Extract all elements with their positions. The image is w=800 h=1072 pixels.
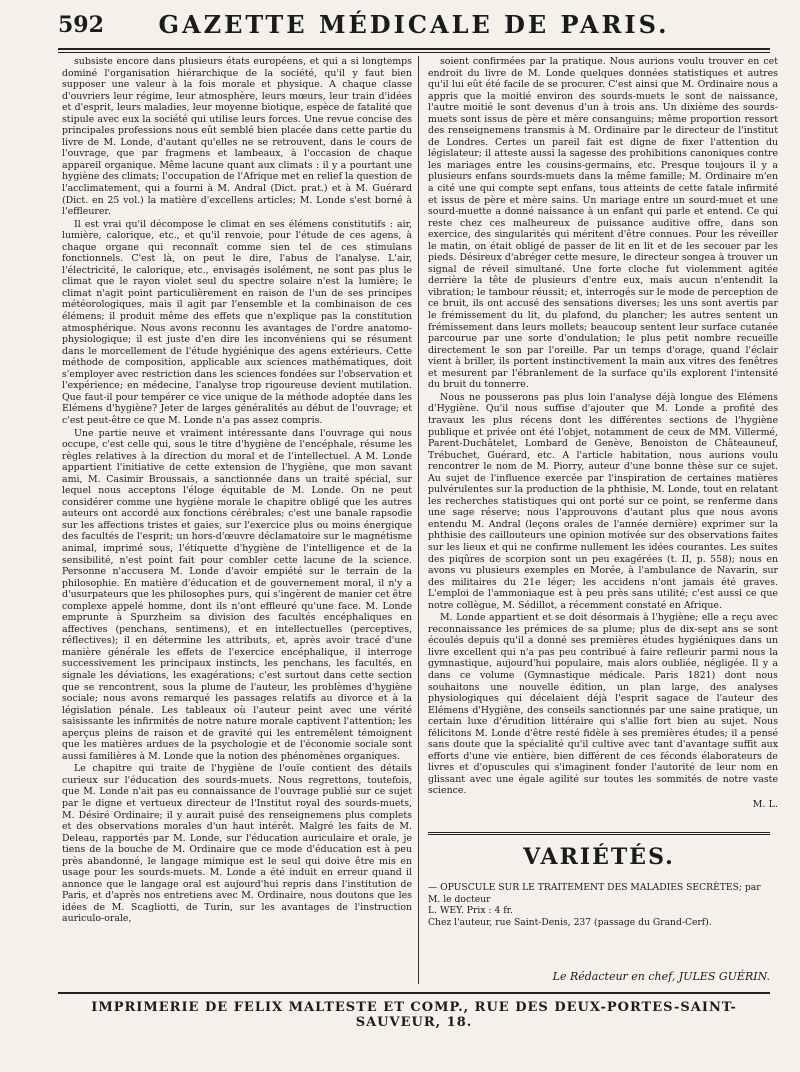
left-paragraph: Il est vrai qu'il décompose le climat en ses élémens constitutifs : air, lumière, calorique, etc., et qu'il renvoie, pour l'étude de ces agens, à chaque organe qui reconnaît comme sien tel de ces stimulans fonctionnels. C'est là, on peut le dire, l'abus de l'analyse. L'air, l'électricité, le calorique, etc., envisagés isolément, ne sont pas plus le climat que le rayon violet seul du spectre solaire n'est la lumière; le climat n'agit point particulièrement en raison de l'un de ses principes météorologiques, mais il agit par l'ensemble et la combinaison de ces élémens; il produit même des effets que n'explique pas la constitution atmosphérique. Nous avons reconnu les avantages de l'ordre anatomo-physiologique; il est juste d'en dire les inconvéniens qui se résument dans le morcellement de l'étude hygiénique des agens extérieurs. Cette méthode de composition, applicable aux sciences mathématiques, doit s'employer avec restriction dans les sciences fondées sur l'observation et l'expérience; en médecine, l'analyse trop rigoureuse devient mutilation. Que faut-il pour tempérer ce vice unique de la méthode adoptée dans les Elémens d'hygiène? Jeter de larges généralités au début de l'ouvrage; et c'est peut-être ce que M. Londe n'a pas assez compris. <box>62 218 412 426</box>
masthead-title: GAZETTE MÉDICALE DE PARIS. <box>158 10 670 39</box>
footer-rule <box>58 992 770 994</box>
left-paragraph: Le chapitre qui traite de l'hygiène de l'ouïe contient des détails curieux sur l'éducation des sourds-muets. Nous regrettons, toutefois, que M. Londe n'ait pas eu connaissance de l'ouvrage publié sur ce sujet par le digne et vertueux directeur de l'Institut royal des sourds-muets, M. Désiré Ordinaire; il y aurait puisé des renseignemens plus complets et des observations morales d'un haut intérêt. Malgré les faits de M. Deleau, rapportés par M. Londe, sur l'éducation auriculaire et orale, je tiens de la bouche de M. Ordinaire que ce mode d'éducation est à peu près abandonné, le langage mimique est le seul qui doive être mis en usage pour les sourds-muets. M. Londe a été induit en erreur quand il annonce que le langage oral est aujourd'hui repris dans l'institution de Paris, et d'après nos entretiens avec M. Ordinaire, nous doutons que les idées de M. Scagliotti, de Turin, sur les avantages de l'instruction auriculo-orale, <box>62 763 412 925</box>
left-paragraph: Une partie neuve et vraiment intéressante dans l'ouvrage qui nous occupe, c'est celle qui, sous le titre d'hygiène de l'encéphale, résume les règles relatives à la direction du moral et de l'intellectuel. A M. Londe appartient l'initiative de cette extension de l'hygiène, que mon savant ami, M. Casimir Broussais, a sanctionnée dans un traité spécial, sur lequel nous acceptons l'éloge équitable de M. Londe. On ne peut considérer comme une hygiène morale le chapitre obligé que les autres auteurs ont accordé aux fonctions cérébrales; c'est une banale rapsodie sur les affections tristes et gaies, sur l'exercice plus ou moins énergique des facultés de l'esprit; un hors-d'œuvre déclamatoire sur le magnétisme animal, imprimé sous, l'étiquette d'hygiène de l'intelligence et de la sensibilité, n'est point fait pour combler cette lacune de la science. Personne n'accusera M. Londe d'avoir empiété sur le terrain de la philosophie. En matière d'éducation et de gouvernement moral, il n'y a d'usurpateurs que les philosophes purs, qui s'ingèrent de manier cet être complexe appelé homme, dont ils n'ont effleuré qu'une face. M. Londe emprunte à Spurzheim sa division des facultés encéphaliques en affectives (penchans, sentimens), et en intellectuelles (perceptives, réflectives); il en détermine les attributs, et, après avoir tracé d'une manière générale les effets de l'exercice encéphalique, il interroge successivement les principaux instincts, les penchans, les facultés, en signale les déviations, les exagérations; c'est surtout dans cette section que se rencontrent, sous la plume de l'auteur, les problèmes d'hygiène sociale; nous avons remarqué les passages relatifs au divorce et à la législation pénale. Les tableaux où l'auteur peint avec une vérité saisissante les infirmités de notre nature morale captivent l'attention; les aperçus pleins de raison et de gravité qui les entremêlent témoignent que les matières ardues de la psychologie et de l'économie sociale sont aussi familières à M. Londe que la notion des phénomènes organiques. <box>62 427 412 762</box>
notice-line: Chez l'auteur, rue Saint-Denis, 237 (passage du Grand-Cerf). <box>428 916 712 928</box>
varietes-notice <box>428 882 770 928</box>
right-paragraph: Nous ne pousserons pas plus loin l'analyse déjà longue des Elémens d'Hygiène. Qu'il nous suffise d'ajouter que M. Londe a profité des travaux les plus récens dont les différentes sections de l'hygiène publique et privée ont été l'objet, notamment de ceux de MM. Villermé, Parent-Duchâtelet, Lombard de Genève, Benoiston de Châteauneuf, Trébuchet, Guérard, etc. A l'article habitation, nous aurions voulu rencontrer le nom de M. Piorry, auteur d'une bonne thèse sur ce sujet. Au sujet de l'influence exercée par l'inspiration de certaines matières pulvérulentes sur la production de la phthisie, M. Londe, tout en relatant les recherches statistiques qui ont porté sur ce point, se renferme dans une sage réserve; nous l'approuvons d'autant plus que nous avons entendu M. Andral (leçons orales de l'année dernière) exprimer sur la phthisie des caillouteurs une opinion motivée sur des observations faites sur les lieux et qui ne confirme nullement les idées courantes. Les suites des piqûres de scorpion sont un peu exagérées (t. II, p. 558); nous en avons vu plusieurs exemples en Morée, à l'ambulance de Navarin, sur des militaires du 21e léger; les accidens n'ont jamais été graves. L'emploi de l'ammoniaque est à peu près sans utilité; c'est aussi ce que notre collègue, M. Sédillot, a récemment constaté en Afrique. <box>428 391 778 611</box>
header-rule <box>58 48 770 50</box>
article-signature: M. L. <box>752 799 778 810</box>
left-paragraph: subsiste encore dans plusieurs états européens, et qui a si longtemps dominé l'organisation hiérarchique de la société, qu'il y faut bien supposer une valeur à la fois morale et physique. A chaque classe d'ouvriers leur régime, leur atmosphère, leurs mœurs, leur train d'idées et d'esprit, leurs maladies, leur moyenne biotique, espèce de fatalité que stipule avec eux la société qui utilise leurs forces. Une revue concise des principales professions nous eût semblé bien placée dans cette partie du livre de M. Londe, d'autant qu'elles ne se retrouvent, dans le cours de l'ouvrage, que par fragmens et lambeaux, à l'occasion de chaque appareil organique. Même lacune quant aux climats : il y a pourtant une hygiène des climats; l'occupation de l'Afrique met en relief la question de l'acclimatement, qui a fourni à M. Andral (Dict. prat.) et à M. Guérard (Dict. en 25 vol.) la matière d'excellens articles; M. Londe s'est borné à l'effleurer. <box>62 56 412 218</box>
left-column <box>62 56 412 984</box>
page-number: 592 <box>58 12 104 38</box>
notice-line: — OPUSCULE SUR LE TRAITEMENT DES MALADIES SECRÈTES; par M. le docteur <box>428 882 761 905</box>
column-divider <box>418 56 419 984</box>
notice-line: L. WEY. Prix : 4 fr. <box>428 905 513 916</box>
page-header <box>58 8 770 48</box>
header-rule-thin <box>58 52 770 53</box>
editor-credit: Le Rédacteur en chef, JULES GUÉRIN. <box>552 970 770 983</box>
printer-imprint: IMPRIMERIE DE FELIX MALTESTE ET COMP., RUE DES DEUX-PORTES-SAINT-SAUVEUR, 18. <box>91 1000 737 1030</box>
section-rule <box>428 832 770 835</box>
varietes-heading: VARIÉTÉS. <box>523 844 675 870</box>
right-column <box>428 56 778 826</box>
right-paragraph: soient confirmées par la pratique. Nous aurions voulu trouver en cet endroit du livre de M. Londe quelques données statistiques et autres qu'il lui eût été facile de se procurer. C'est ainsi que M. Ordinaire nous a appris que la moitié environ des sourds-muets le sont de naissance, l'autre moitié le sont devenus d'un à trois ans. Un dixième des sourds-muets sont issus de père et mère consanguins; même proportion ressort des renseignemens transmis à M. Ordinaire par le directeur de l'institut de Londres. Certes un pareil fait est digne de fixer l'attention du législateur; il atteste aussi la sagesse des prohibitions canoniques contre les mariages entre les cousins-germains, etc. Presque toujours il y a plusieurs enfans sourds-muets dans la même famille; M. Ordinaire m'en a cité une qui compte sept enfans, tous atteints de cette fatale infirmité et issus de père et mère sains. Un mariage entre un sourd-muet et une sourd-muette a donné naissance à un enfant qui parle et entend. Ce qui reste chez ces malheureux de puissance auditive offre, dans son exercice, des singularités qui méritent d'être connues. Pour les réveiller le matin, on était obligé de passer de lit en lit et de les secouer par les pieds. Désireux d'abréger cette mesure, le directeur songea à trouver un signal de réveil simultané. Une forte cloche fut violemment agitée derrière la tête de plusieurs d'entre eux, mais aucun n'entendit la vibration; le tambour réussit; et, interrogés sur le mode de perception de ce bruit, ils ont accusé des sensations diverses; les uns sont avertis par le frémissement du lit, du plafond, du plancher; les autres sentent un frémissement dans leurs mollets; beaucoup sentent leur surface cutanée parcourue par une sorte d'ondulation; le plus petit nombre recueille directement le son par l'oreille. Par un temps d'orage, quand l'éclair vient à briller, ils portent instinctivement la main aux vitres des fenêtres et mesurent par l'ébranlement de la surface qu'ils explorent l'intensité du bruit du tonnerre. <box>428 56 778 391</box>
right-paragraph: M. Londe appartient et se doit désormais à l'hygiène; elle a reçu avec reconnaissance les prémices de sa plume; plus de dix-sept ans se sont écoulés depuis qu'il a donné ses premières études hygiéniques dans un livre excellent qui n'a pas peu contribué à faire refleurir parmi nous la gymnastique, aujourd'hui populaire, mais alors oubliée, négligée. Il y a dans ce volume (Gymnastique médicale. Paris 1821) dont nous souhaitons une nouvelle édition, un plan large, des analyses physiologiques qui décelaient déjà l'esprit sagace de l'auteur des Elémens d'Hygiène, des conseils sanctionnés par une saine pratique, un certain luxe d'érudition littéraire qui s'allie fort bien au sujet. Nous félicitons M. Londe d'être resté fidèle à ses premières études; il a pensé sans doute que la spécialité qu'il cultive avec tant d'avantage suffit aux efforts d'une vie entière, bien différent de ces féconds élaborateurs de livres et d'opuscules qui s'imaginent fonder l'autorité de leur nom en glissant avec une égale agilité sur toutes les sommités de notre vaste science. <box>428 612 778 797</box>
